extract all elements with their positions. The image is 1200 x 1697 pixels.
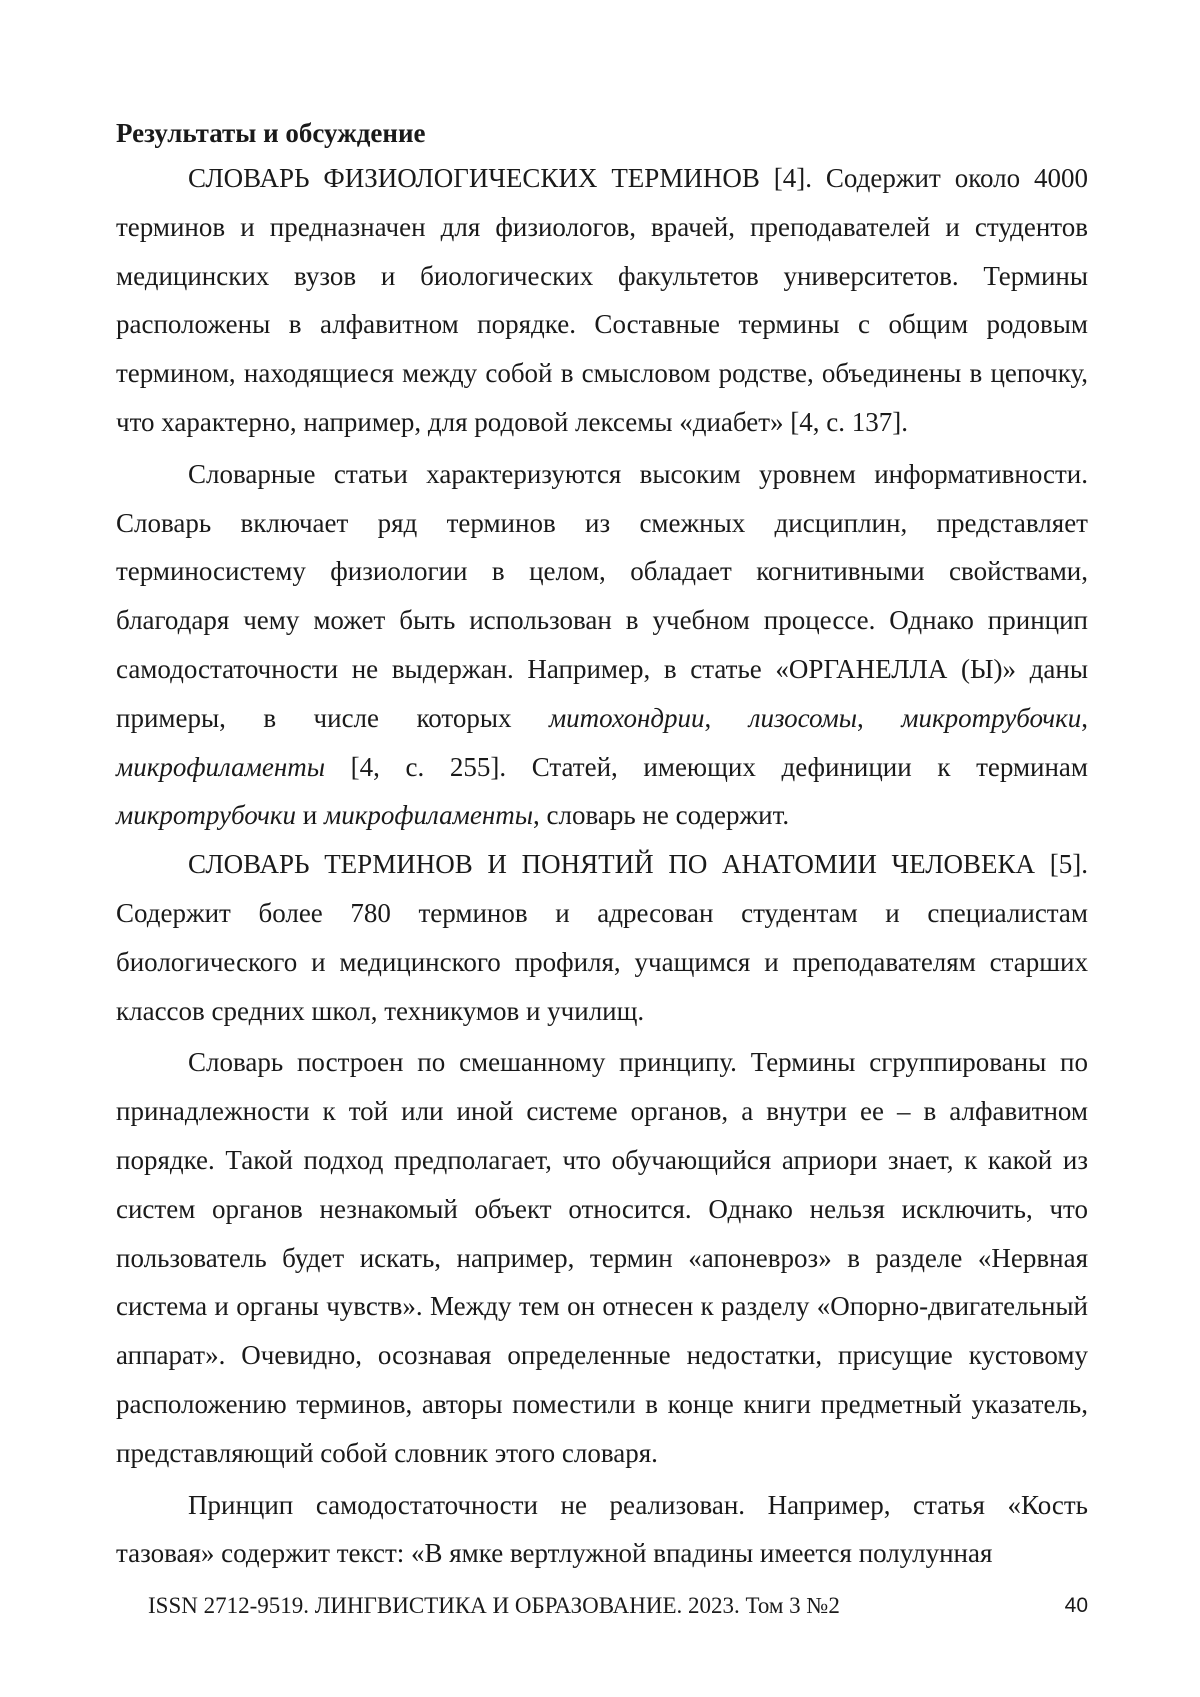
italic-term: митохондрии [549, 703, 705, 733]
italic-term: микрофиламенты [324, 800, 533, 830]
italic-term: микротрубочки [116, 800, 296, 830]
paragraph-text: [4, с. 255]. Статей, имеющих дефиниции к терминам [325, 752, 1088, 782]
paragraph-text: , словарь не содержит. [533, 800, 789, 830]
page-body [116, 112, 1088, 1578]
section-heading: Результаты и обсуждение [116, 112, 1088, 154]
italic-term: микротрубочки [901, 703, 1081, 733]
paragraph-text: , [1081, 703, 1088, 733]
paragraph-text: , [705, 703, 749, 733]
paragraph-physiology-entries [116, 450, 1088, 840]
paragraph-physiology-dictionary: СЛОВАРЬ ФИЗИОЛОГИЧЕСКИХ ТЕРМИНОВ [4]. Содержит около 4000 терминов и предназначен для физиологов, врачей, преподавателей и студентов медицинских вузов и биологических факультетов университетов. Термины расположены в алфавитном порядке. Составные термины с общим родовым термином, находящиеся между собой в смысловом родстве, объединены в цепочку, что характерно, например, для родовой лексемы «диабет» [4, с. 137]. [116, 154, 1088, 447]
page-number: 40 [1065, 1590, 1088, 1622]
italic-term: микрофиламенты [116, 752, 325, 782]
journal-citation: ISSN 2712-9519. ЛИНГВИСТИКА И ОБРАЗОВАНИЕ. 2023. Том 3 №2 [148, 1590, 840, 1622]
document-page [0, 0, 1200, 1697]
italic-term: лизосомы [749, 703, 857, 733]
paragraph-text: Словарные статьи характеризуются высоким уровнем информативности. Словарь включает ряд терминов из смежных дисциплин, представляет терминосистему физиологии в целом, обладает когнитивными свойствами, благодаря чему может быть использован в учебном процессе. Однако принцип самодостаточности не выдержан. Например, в статье «ОРГАНЕЛЛА (Ы)» даны примеры, в числе которых [116, 459, 1088, 733]
paragraph-text: и [296, 800, 324, 830]
paragraph-anatomy-dictionary: СЛОВАРЬ ТЕРМИНОВ И ПОНЯТИЙ ПО АНАТОМИИ ЧЕЛОВЕКА [5]. Содержит более 780 терминов и адресован студентам и специалистам биологического и медицинского профиля, учащимся и преподавателям старших классов средних школ, техникумов и училищ. [116, 840, 1088, 1035]
paragraph-text: , [857, 703, 901, 733]
paragraph-anatomy-self-sufficiency: Принцип самодостаточности не реализован. Например, статья «Кость тазовая» содержит текст: «В ямке вертлужной впадины имеется полулунная [116, 1481, 1088, 1579]
paragraph-anatomy-structure: Словарь построен по смешанному принципу. Термины сгруппированы по принадлежности к той или иной системе органов, а внутри ее – в алфавитном порядке. Такой подход предполагает, что обучающийся априори знает, к какой из систем органов незнакомый объект относится. Однако нельзя исключить, что пользователь будет искать, например, термин «апоневроз» в разделе «Нервная система и органы чувств». Между тем он отнесен к разделу «Опорно-двигательный аппарат». Очевидно, осознавая определенные недостатки, присущие кустовому расположению терминов, авторы поместили в конце книги предметный указатель, представляющий собой словник этого словаря. [116, 1038, 1088, 1477]
